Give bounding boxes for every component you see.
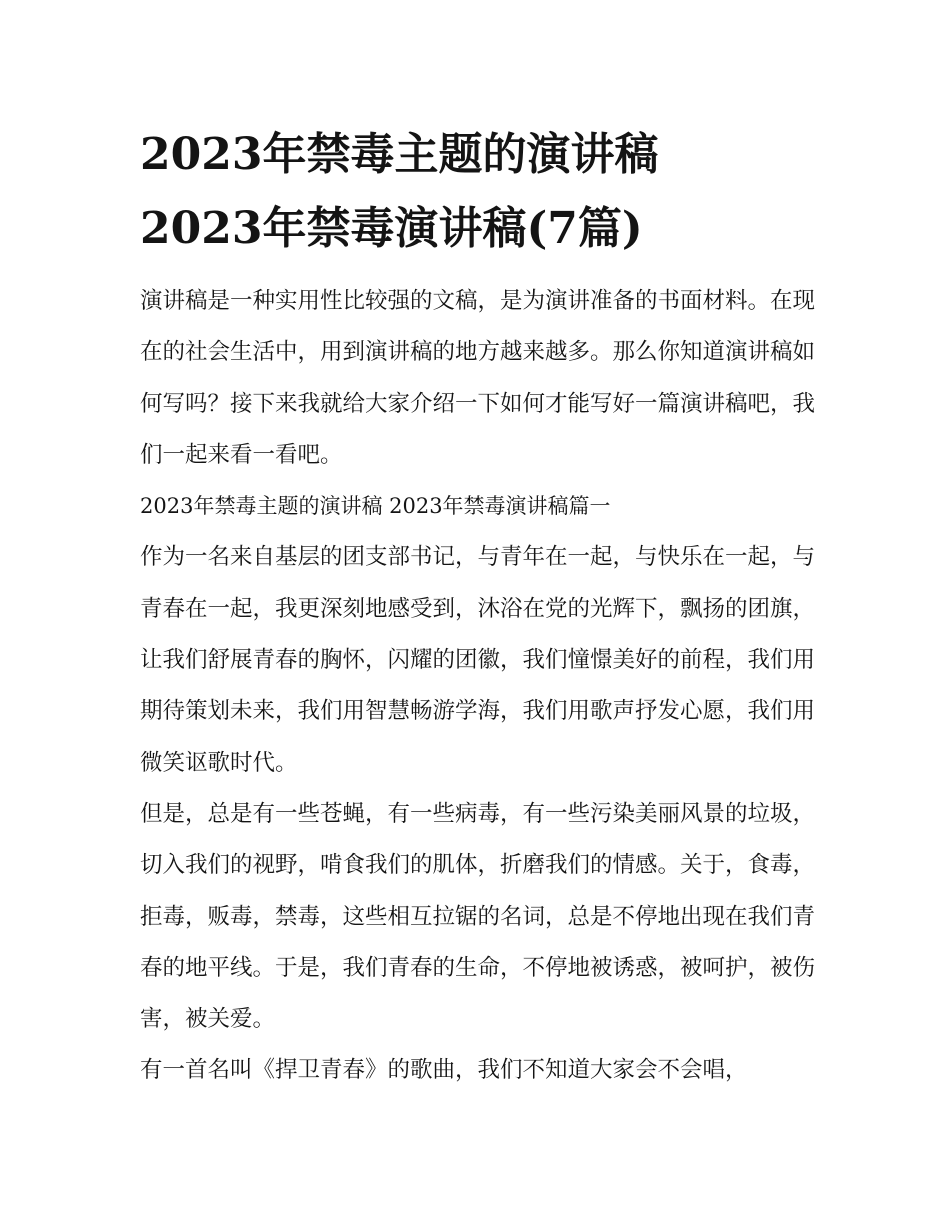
body-paragraph-2: 但是，总是有一些苍蝇，有一些病毒，有一些污染美丽风景的垃圾，切入我们的视野，啃食我们的肌体，折磨我们的情感。关于，食毒，拒毒，贩毒，禁毒，这些相互拉锯的名词，总是不停地出现在我们青春的地平线。于是，我们青春的生命，不停地被诱惑，被呵护，被伤害，被关爱。 (140, 800, 816, 1033)
section-heading: 2023年禁毒主题的演讲稿 2023年禁毒演讲稿篇一 (140, 494, 611, 519)
document-body (140, 118, 815, 1097)
body-paragraph-1: 作为一名来自基层的团支部书记，与青年在一起，与快乐在一起，与青春在一起，我更深刻地感受到，沐浴在党的光辉下，飘扬的团旗，让我们舒展青春的胸怀，闪耀的团徽，我们憧憬美好的前程，我们用期待策划未来，我们用智慧畅游学海，我们用歌声抒发心愿，我们用微笑讴歌时代。 (140, 544, 816, 776)
document-title-line-2: 2023年禁毒演讲稿(7篇) (140, 203, 643, 254)
document-title-line-1: 2023年禁毒主题的演讲稿 (140, 129, 659, 180)
body-paragraph-3: 有一首名叫《捍卫青春》的歌曲，我们不知道大家会不会唱， (140, 1057, 748, 1084)
intro-paragraph: 演讲稿是一种实用性比较强的文稿，是为演讲准备的书面材料。在现在的社会生活中，用到演讲稿的地方越来越多。那么你知道演讲稿如何写吗？接下来我就给大家介绍一下如何才能写好一篇演讲稿吧，我们一起来看一看吧。 (140, 288, 816, 468)
